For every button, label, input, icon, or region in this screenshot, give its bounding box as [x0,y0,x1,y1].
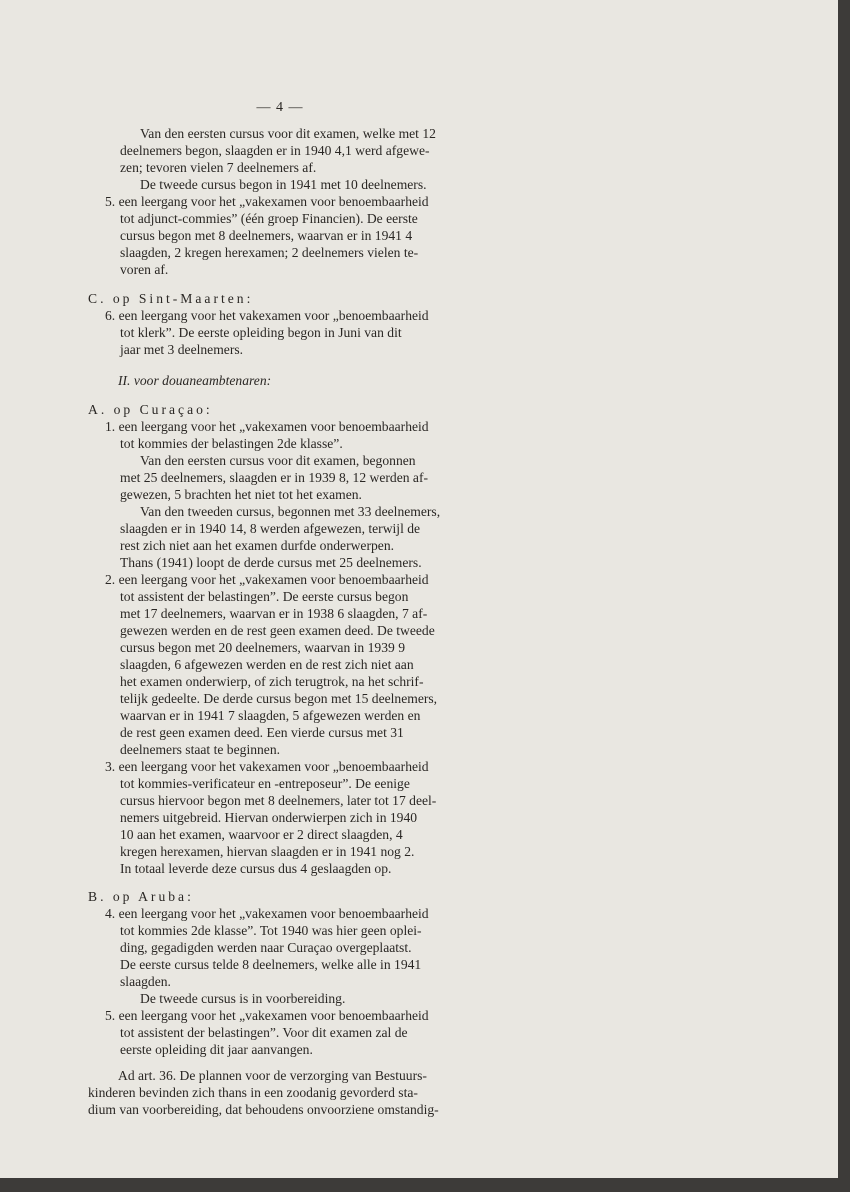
section-heading: C. op Sint-Maarten: [88,291,254,306]
text-line: Van den eersten cursus voor dit examen, welke met 12 [140,126,436,141]
paragraph-line: kinderen bevinden zich thans in een zoodanig gevorderd sta- [88,1085,418,1100]
text-line: slaagden er in 1940 14, 8 werden afgewezen, terwijl de [120,521,421,536]
text-line: Van den tweeden cursus, begonnen met 33 deelnemers, [140,504,441,519]
text-line: waarvan er in 1941 7 slaagden, 5 afgewezen werden en [120,708,421,723]
paragraph-line: dium van voorbereiding, dat behoudens onvoorziene omstandig- [88,1102,439,1117]
text-line: De eerste cursus telde 8 deelnemers, welke alle in 1941 [120,957,422,972]
text-line: Thans (1941) loopt de derde cursus met 25 deelnemers. [120,555,422,570]
text-line: gewezen werden en de rest geen examen deed. De tweede [120,623,435,638]
text-line: 4. een leergang voor het „vakexamen voor benoembaarheid [105,906,429,921]
text-line: slaagden, 6 afgewezen werden en de rest zich niet aan [120,657,414,672]
text-line: rest zich niet aan het examen durfde onderwerpen. [120,538,395,553]
text-line: met 25 deelnemers, slaagden er in 1939 8, 12 werden af- [120,470,429,485]
text-line: kregen herexamen, hiervan slaagden er in 1941 nog 2. [120,844,415,859]
text-line: tot kommies 2de klasse”. Tot 1940 was hier geen oplei- [120,923,422,938]
text-line: tot kommies-verificateur en -entreposeur”. De eenige [120,776,410,791]
text-line: Van den eersten cursus voor dit examen, begonnen [140,453,416,468]
text-line: slaagden, 2 kregen herexamen; 2 deelnemers vielen te- [120,245,419,260]
text-line: de rest geen examen deed. Een vierde cursus met 31 [120,725,404,740]
text-line: De tweede cursus is in voorbereiding. [140,991,346,1006]
text-line: In totaal leverde deze cursus dus 4 geslaagden op. [120,861,392,876]
text-line: 5. een leergang voor het „vakexamen voor benoembaarheid [105,194,429,209]
text-line: zen; tevoren vielen 7 deelnemers af. [120,160,317,175]
section-heading: B. op Aruba: [88,889,194,904]
text-line: 3. een leergang voor het vakexamen voor „benoembaarheid [105,759,429,774]
paragraph-line: Ad art. 36. De plannen voor de verzorging van Bestuurs- [118,1068,427,1083]
text-line: tot assistent der belastingen”. De eerste cursus begon [120,589,409,604]
page-number: — 4 — [256,100,304,115]
text-line: gewezen, 5 brachten het niet tot het examen. [120,487,362,502]
text-line: cursus hiervoor begon met 8 deelnemers, later tot 17 deel- [120,793,437,808]
text-line: ding, gegadigden werden naar Curaçao overgeplaatst. [120,940,412,955]
text-line: eerste opleiding dit jaar aanvangen. [120,1042,313,1057]
text-line: 10 aan het examen, waarvoor er 2 direct slaagden, 4 [120,827,403,842]
text-line: telijk gedeelte. De derde cursus begon met 15 deelnemers, [120,691,438,706]
text-line: 5. een leergang voor het „vakexamen voor benoembaarheid [105,1008,429,1023]
text-line: 2. een leergang voor het „vakexamen voor benoembaarheid [105,572,429,587]
text-line: jaar met 3 deelnemers. [120,342,244,357]
section-heading: A. op Curaçao: [88,402,213,417]
text-line: nemers uitgebreid. Hiervan onderwierpen zich in 1940 [120,810,418,825]
text-line: tot klerk”. De eerste opleiding begon in Juni van dit [120,325,402,340]
text-line: tot kommies der belastingen 2de klasse”. [120,436,343,451]
text-line: De tweede cursus begon in 1941 met 10 deelnemers. [140,177,427,192]
text-line: 1. een leergang voor het „vakexamen voor benoembaarheid [105,419,429,434]
text-line: het examen onderwierp, of zich terugtrok, na het schrif- [120,674,424,689]
text-line: deelnemers staat te beginnen. [120,742,281,757]
text-line: 6. een leergang voor het vakexamen voor „benoembaarheid [105,308,429,323]
subsection-heading: II. voor douaneambtenaren: [118,373,272,388]
text-line: cursus begon met 8 deelnemers, waarvan er in 1941 4 [120,228,413,243]
text-line: cursus begon met 20 deelnemers, waarvan in 1939 9 [120,640,406,655]
text-line: tot adjunct-commies” (één groep Financien). De eerste [120,211,418,226]
text-line: deelnemers begon, slaagden er in 1940 4,1 werd afgewe- [120,143,430,158]
text-line: tot assistent der belastingen”. Voor dit examen zal de [120,1025,408,1040]
text-line: voren af. [120,262,169,277]
text-line: slaagden. [120,974,171,989]
text-line: met 17 deelnemers, waarvan er in 1938 6 slaagden, 7 af- [120,606,428,621]
